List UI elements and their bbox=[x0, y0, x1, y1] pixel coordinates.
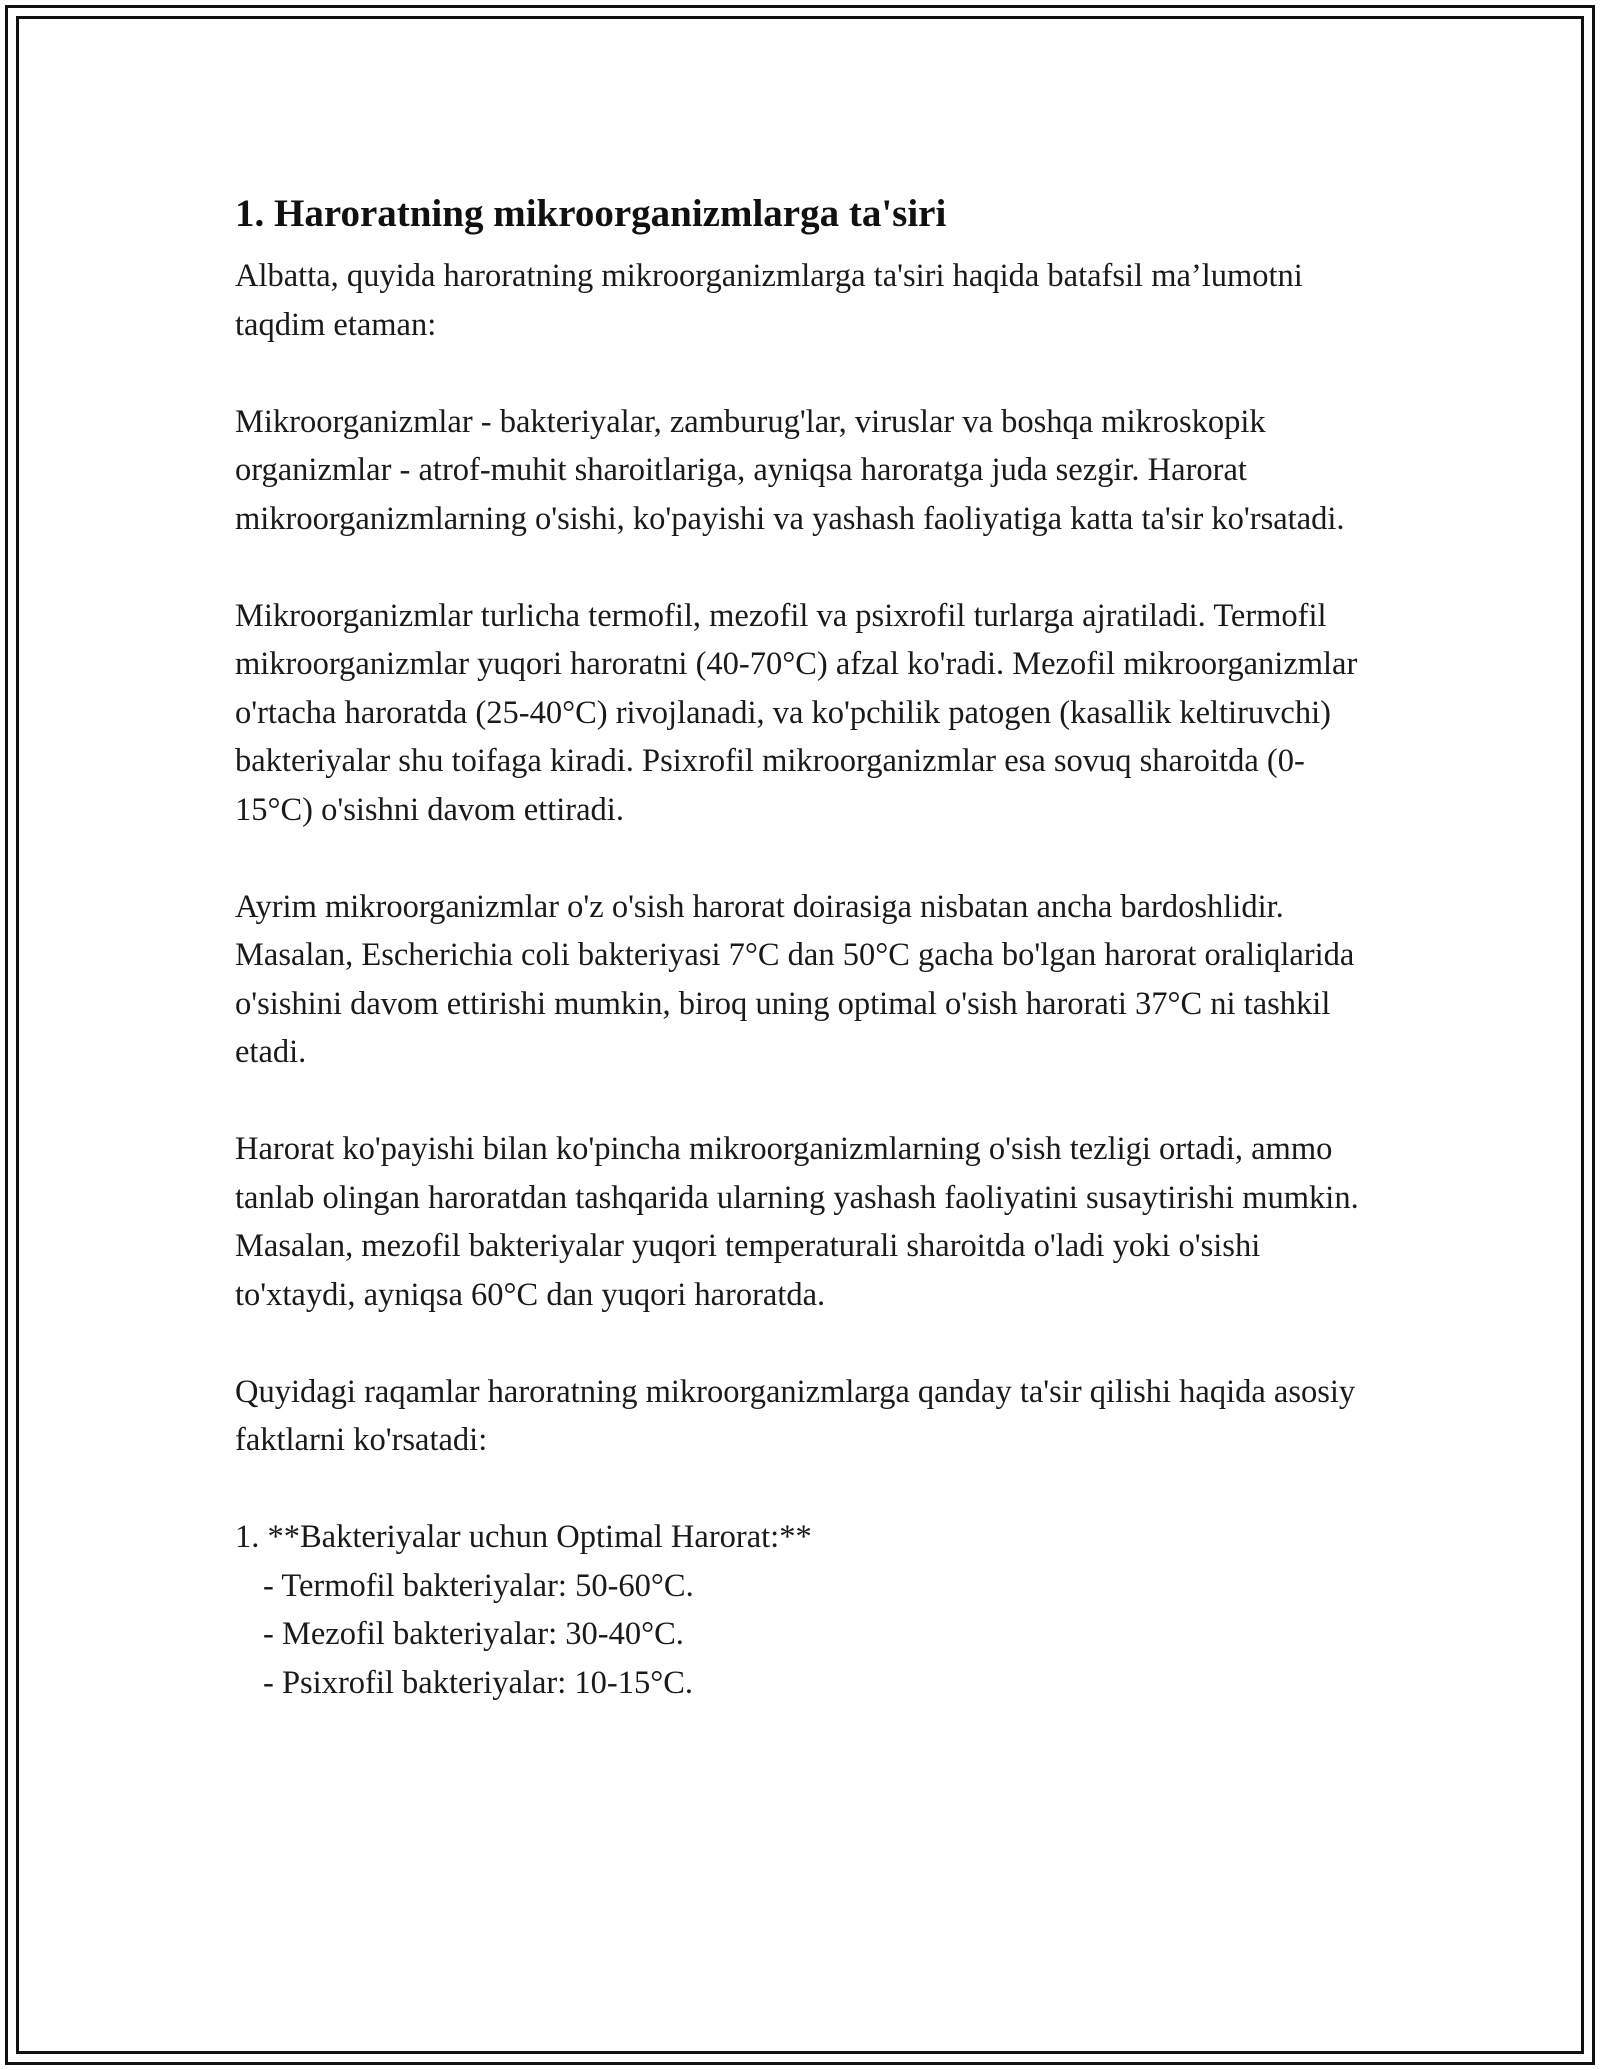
paragraph-growth-rate: Harorat ko'payishi bilan ko'pincha mikroorganizmlarning o'sish tezligi ortadi, ammo tanlab olingan haroratdan tashqarida ularning yashash faoliyatini susaytirishi mumkin. Masalan, mezofil bakteriyalar yuqori temperaturali sharoitda o'ladi yoki o'sishi to'xtaydi, ayniqsa 60°C dan yuqori haroratda. bbox=[235, 1131, 1359, 1313]
document-body bbox=[235, 188, 1375, 1707]
paragraph-intro: Albatta, quyida haroratning mikroorganizmlarga ta'siri haqida batafsil ma’lumotni taqdim etaman: bbox=[235, 258, 1303, 343]
list-item-termofil: - Termofil bakteriyalar: 50-60°C. bbox=[263, 1567, 694, 1604]
list-item-mezofil: - Mezofil bakteriyalar: 30-40°C. bbox=[263, 1616, 684, 1652]
document-title: 1. Haroratning mikroorganizmlarga ta'siri bbox=[235, 192, 947, 235]
paragraph-ecoli: Ayrim mikroorganizmlar o'z o'sish harorat doirasiga nisbatan ancha bardoshlidir. Masalan, Escherichia coli bakteriyasi 7°C dan 50°C gacha bo'lgan harorat oraliqlarida o'sishini davom ettirishi mumkin, biroq uning optimal o'sish harorati 37°C ni tashkil etadi. bbox=[235, 888, 1355, 1070]
optimal-temperature-list bbox=[235, 1562, 1375, 1708]
list-heading: 1. **Bakteriyalar uchun Optimal Harorat:** bbox=[235, 1519, 812, 1555]
paragraph-sensitivity: Mikroorganizmlar - bakteriyalar, zamburug'lar, viruslar va boshqa mikroskopik organizmlar - atrof-muhit sharoitlariga, ayniqsa haroratga juda sezgir. Harorat mikroorganizmlarning o'sishi, ko'payishi va yashash faoliyatiga katta ta'sir ko'rsatadi. bbox=[235, 403, 1345, 537]
paragraph-classification: Mikroorganizmlar turlicha termofil, mezofil va psixrofil turlarga ajratiladi. Termofil mikroorganizmlar yuqori haroratni (40-70°C) afzal ko'radi. Mezofil mikroorganizmlar o'rtacha haroratda (25-40°C) rivojlanadi, va ko'pchilik patogen (kasallik keltiruvchi) bakteriyalar shu toifaga kiradi. Psixrofil mikroorganizmlar esa sovuq sharoitda (0-15°C) o'sishni davom ettiradi. bbox=[235, 597, 1358, 828]
list-item-psixrofil: - Psixrofil bakteriyalar: 10-15°C. bbox=[263, 1664, 693, 1701]
paragraph-facts-intro: Quyidagi raqamlar haroratning mikroorganizmlarga qanday ta'sir qilishi haqida asosiy faktlarni ko'rsatadi: bbox=[235, 1373, 1356, 1458]
